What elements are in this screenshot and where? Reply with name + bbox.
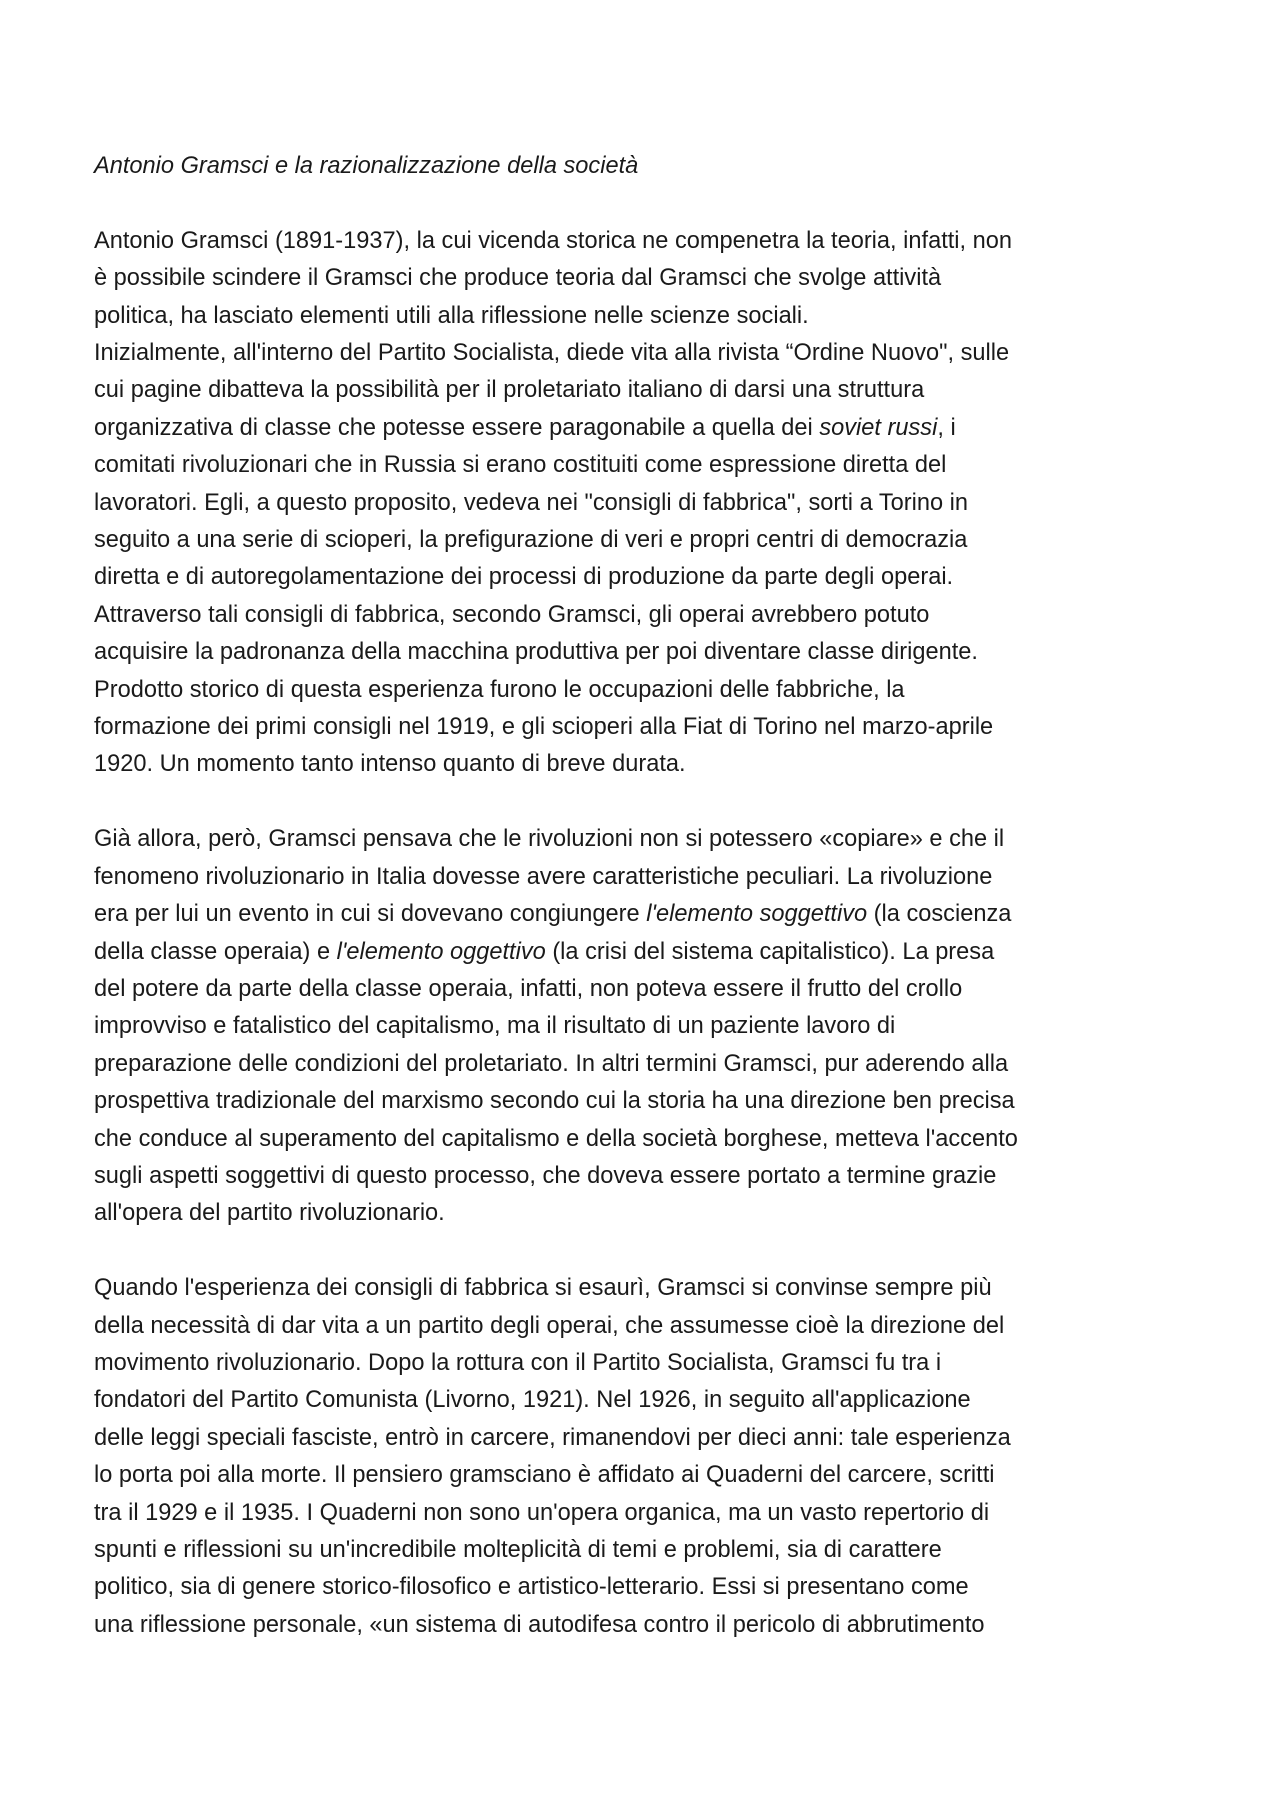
text-segment: una riflessione personale, «un sistema di autodifesa contro il pericolo di abbrutimento — [94, 1611, 985, 1638]
text-segment: Antonio Gramsci (1891-1937), la cui vicenda storica ne compenetra la teoria, infatti, non — [94, 227, 1013, 254]
text-segment: (la coscienza — [867, 901, 1012, 928]
text-line — [94, 1308, 1204, 1345]
text-line — [94, 821, 1204, 858]
text-segment: sugli aspetti soggettivi di questo processo, che doveva essere portato a termine grazie — [94, 1162, 997, 1189]
text-segment: Attraverso tali consigli di fabbrica, secondo Gramsci, gli operai avrebbero potuto — [94, 601, 930, 628]
text-line — [94, 1569, 1204, 1606]
text-segment: comitati rivoluzionari che in Russia si erano costituiti come espressione diretta del — [94, 452, 947, 479]
text-line — [94, 1607, 1204, 1644]
text-line — [94, 1270, 1204, 1307]
text-line — [94, 934, 1204, 971]
text-segment: , i — [937, 414, 956, 441]
text-segment: spunti e riflessioni su un'incredibile molteplicità di temi e problemi, sia di carattere — [94, 1536, 942, 1563]
text-line — [94, 372, 1204, 409]
document-title: Antonio Gramsci e la razionalizzazione della società — [94, 153, 639, 179]
text-line — [94, 1532, 1204, 1569]
text-line — [94, 971, 1204, 1008]
text-line — [94, 410, 1204, 447]
text-segment: cui pagine dibatteva la possibilità per il proletariato italiano di darsi una struttura — [94, 377, 925, 404]
text-line — [94, 260, 1204, 297]
text-segment: 1920. Un momento tanto intenso quanto di breve durata. — [94, 751, 686, 778]
text-line — [94, 1345, 1204, 1382]
text-line — [94, 485, 1204, 522]
text-segment: Già allora, però, Gramsci pensava che le rivoluzioni non si potessero «copiare» e che il — [94, 826, 1005, 853]
text-segment: politica, ha lasciato elementi utili alla riflessione nelle scienze sociali. — [94, 302, 809, 329]
text-segment: che conduce al superamento del capitalismo e della società borghese, metteva l'accento — [94, 1125, 1018, 1152]
text-line — [94, 447, 1204, 484]
text-segment: fenomeno rivoluzionario in Italia dovesse avere caratteristiche peculiari. La rivoluzione — [94, 863, 993, 890]
text-line — [94, 1121, 1204, 1158]
text-segment: preparazione delle condizioni del proletariato. In altri termini Gramsci, pur aderendo alla — [94, 1050, 1009, 1077]
text-line — [94, 298, 1204, 335]
text-segment: Prodotto storico di questa esperienza furono le occupazioni delle fabbriche, la — [94, 676, 905, 703]
text-segment: delle leggi speciali fasciste, entrò in carcere, rimanendovi per dieci anni: tale esperienza — [94, 1424, 1011, 1451]
text-segment: diretta e di autoregolamentazione dei processi di produzione da parte degli operai. — [94, 564, 954, 591]
text-segment: della necessità di dar vita a un partito degli operai, che assumesse cioè la direzione del — [94, 1312, 1005, 1339]
text-line — [94, 634, 1204, 671]
text-segment: improvviso e fatalistico del capitalismo, ma il risultato di un paziente lavoro di — [94, 1013, 896, 1040]
text-line — [94, 709, 1204, 746]
paragraph — [94, 821, 1204, 1232]
italic-term: soviet russi — [819, 414, 938, 441]
text-segment: lo porta poi alla morte. Il pensiero gramsciano è affidato ai Quaderni del carcere, scritti — [94, 1462, 995, 1489]
text-segment: all'opera del partito rivoluzionario. — [94, 1200, 445, 1227]
text-line — [94, 522, 1204, 559]
text-line — [94, 672, 1204, 709]
text-line — [94, 1195, 1204, 1232]
text-segment: acquisire la padronanza della macchina produttiva per poi diventare classe dirigente. — [94, 639, 978, 666]
text-segment: del potere da parte della classe operaia, infatti, non poteva essere il frutto del crollo — [94, 975, 963, 1002]
text-line — [94, 1382, 1204, 1419]
text-line — [94, 896, 1204, 933]
text-line — [94, 559, 1204, 596]
text-line — [94, 1158, 1204, 1195]
text-segment: Quando l'esperienza dei consigli di fabbrica si esaurì, Gramsci si convinse sempre più — [94, 1275, 992, 1302]
text-segment: Inizialmente, all'interno del Partito Socialista, diede vita alla rivista “Ordine Nuovo", sulle — [94, 340, 1010, 367]
text-segment: movimento rivoluzionario. Dopo la rottura con il Partito Socialista, Gramsci fu tra i — [94, 1349, 942, 1376]
text-segment: prospettiva tradizionale del marxismo secondo cui la storia ha una direzione ben precisa — [94, 1088, 1015, 1115]
text-line — [94, 1008, 1204, 1045]
text-segment: politico, sia di genere storico-filosofico e artistico-letterario. Essi si presentano come — [94, 1574, 969, 1601]
text-line — [94, 746, 1204, 783]
text-segment: lavoratori. Egli, a questo proposito, vedeva nei "consigli di fabbrica", sorti a Torino in — [94, 489, 969, 516]
text-segment: tra il 1929 e il 1935. I Quaderni non sono un'opera organica, ma un vasto repertorio di — [94, 1499, 990, 1526]
text-line — [94, 597, 1204, 634]
text-segment: fondatori del Partito Comunista (Livorno, 1921). Nel 1926, in seguito all'applicazione — [94, 1387, 971, 1414]
text-segment: della classe operaia) e — [94, 938, 337, 965]
text-line — [94, 859, 1204, 896]
text-line — [94, 1495, 1204, 1532]
text-line — [94, 1457, 1204, 1494]
italic-term: l'elemento oggettivo — [336, 938, 546, 965]
text-segment: era per lui un evento in cui si dovevano congiungere — [94, 901, 647, 928]
text-line — [94, 223, 1204, 260]
text-line — [94, 1046, 1204, 1083]
text-segment: formazione dei primi consigli nel 1919, e gli scioperi alla Fiat di Torino nel marzo-aprile — [94, 714, 994, 741]
paragraph — [94, 223, 1204, 784]
text-segment: (la crisi del sistema capitalistico). La presa — [545, 938, 995, 965]
paragraph-list — [94, 223, 1204, 1644]
document-body — [94, 148, 1204, 1644]
italic-term: l'elemento soggettivo — [646, 901, 868, 928]
paragraph — [94, 1270, 1204, 1644]
text-segment: è possibile scindere il Gramsci che produce teoria dal Gramsci che svolge attività — [94, 265, 942, 292]
text-line — [94, 1420, 1204, 1457]
text-segment: organizzativa di classe che potesse essere paragonabile a quella dei — [94, 414, 820, 441]
text-line — [94, 1083, 1204, 1120]
text-line — [94, 335, 1204, 372]
text-segment: seguito a una serie di scioperi, la prefigurazione di veri e propri centri di democrazia — [94, 527, 968, 554]
